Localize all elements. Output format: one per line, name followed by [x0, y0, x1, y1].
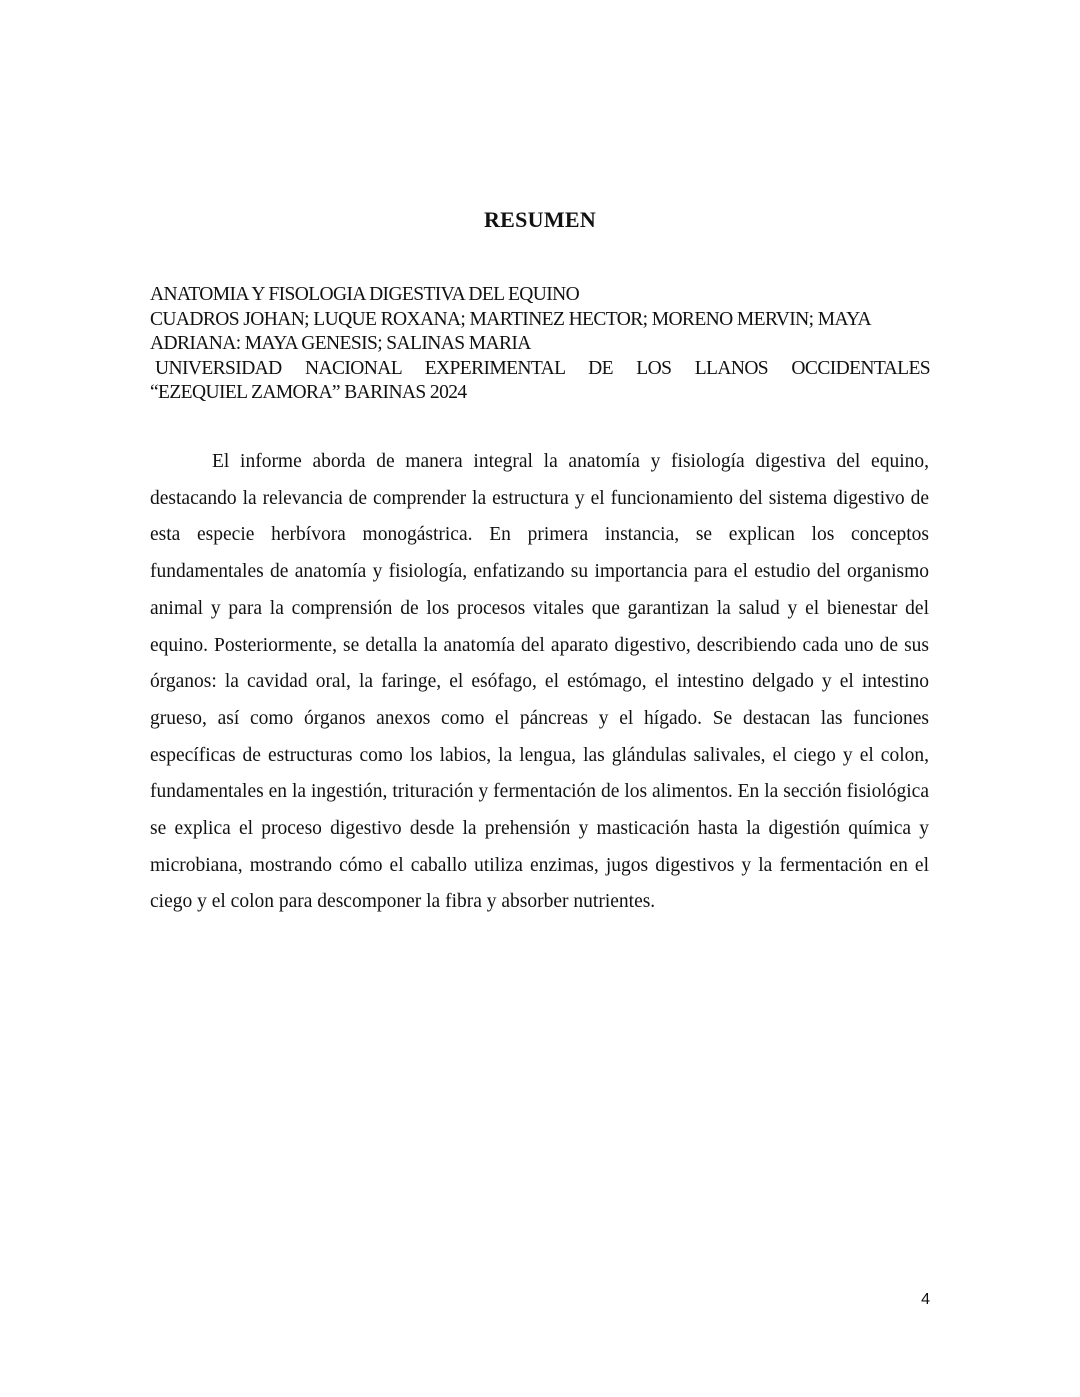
abstract-paragraph	[150, 444, 929, 921]
abstract-text: El informe aborda de manera integral la anatomía y fisiología digestiva del equino, destacando la relevancia de comprender la estructura y el funcionamiento del sistema digestivo de esta especie herbívora monogástrica. En primera instancia, se explican los conceptos fundamentales de anatomía y fisiología, enfatizando su importancia para el estudio del organismo animal y para la comprensión de los procesos vitales que garantizan la salud y el bienestar del equino. Posteriormente, se detalla la anatomía del aparato digestivo, describiendo cada uno de sus órganos: la cavidad oral, la faringe, el esófago, el estómago, el intestino delgado y el intestino grueso, así como órganos anexos como el páncreas y el hígado. Se destacan las funciones específicas de estructuras como los labios, la lengua, las glándulas salivales, el ciego y el colon, fundamentales en la ingestión, trituración y fermentación de los alimentos. En la sección fisiológica se explica el proceso digestivo desde la prehensión y masticación hasta la digestión química y microbiana, mostrando cómo el caballo utiliza enzimas, jugos digestivos y la fermentación en el ciego y el colon para descomponer la fibra y absorber nutrientes.	[150, 451, 929, 913]
authors-line-1: CUADROS JOHAN; LUQUE ROXANA; MARTINEZ HECTOR; MORENO MERVIN; MAYA	[150, 308, 871, 330]
institution-line-2: “EZEQUIEL ZAMORA” BARINAS 2024	[150, 382, 467, 403]
page-number: 4	[921, 1291, 930, 1308]
authors-line-2: ADRIANA: MAYA GENESIS; SALINAS MARIA	[150, 333, 531, 354]
work-title: ANATOMIA Y FISOLOGIA DIGESTIVA DEL EQUINO	[150, 284, 580, 305]
institution-line-1: UNIVERSIDAD NACIONAL EXPERIMENTAL DE LOS LLANOS OCCIDENTALES	[155, 357, 930, 379]
abstract-header	[150, 283, 930, 406]
page-title: RESUMEN	[483, 207, 597, 232]
